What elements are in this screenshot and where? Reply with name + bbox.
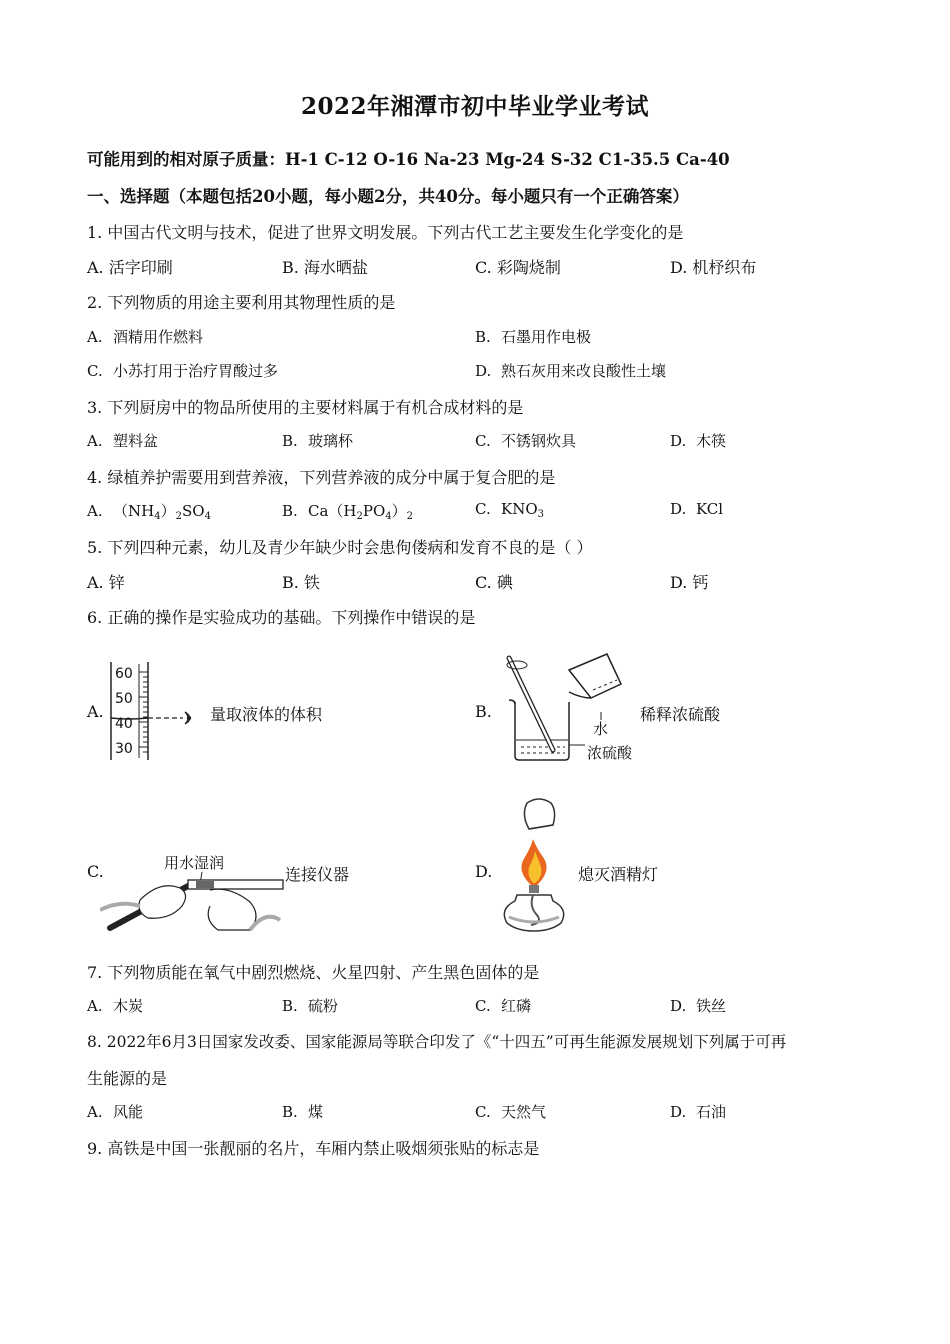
option-text: 石油	[696, 1103, 727, 1121]
option-key: B.	[282, 502, 298, 520]
option-key: C.	[475, 997, 491, 1015]
option-key: A.	[87, 502, 103, 520]
q5-option-a[interactable]: A. 锌	[87, 573, 125, 592]
q6-option-b-caption: 稀释浓硫酸	[640, 705, 721, 724]
option-text: 红磷	[501, 997, 532, 1015]
exam-title: 2022年湘潭市初中毕业学业考试	[300, 93, 649, 120]
q7-option-c[interactable]	[475, 995, 531, 1016]
q6-option-a-caption: 量取液体的体积	[210, 705, 323, 724]
atomic-masses: 可能用到的相对原子质量：H-1 C-12 O-16 Na-23 Mg-24 S-32 C1-35.5 Ca-40	[87, 150, 730, 169]
q6-option-c-key[interactable]: C.	[87, 862, 104, 881]
q4-option-c[interactable]	[475, 500, 544, 520]
question-7-stem: 7. 下列物质能在氧气中剧烈燃烧、火星四射、产生黑色固体的是	[87, 963, 540, 982]
option-key: D.	[670, 500, 687, 518]
option-key: D.	[670, 432, 687, 450]
water-label: 水	[593, 720, 609, 738]
option-key: A.	[87, 432, 103, 450]
q4-option-d[interactable]	[670, 500, 723, 518]
q1-option-c[interactable]: C. 彩陶烧制	[475, 258, 561, 277]
q3-option-c[interactable]	[475, 430, 576, 451]
question-1-stem: 1. 中国古代文明与技术，促进了世界文明发展。下列古代工艺主要发生化学变化的是	[87, 223, 684, 242]
option-key: B.	[475, 328, 491, 346]
option-key: C.	[475, 1103, 491, 1121]
q2-option-a[interactable]	[87, 326, 203, 347]
tick-label: 40	[115, 716, 133, 732]
q2-option-b[interactable]	[475, 326, 591, 347]
graduated-cylinder-figure	[105, 660, 215, 765]
q4-option-b[interactable]	[282, 500, 413, 522]
option-key: C.	[87, 362, 103, 380]
tick-label: 60	[115, 666, 133, 682]
formula: $KNO_3$	[501, 500, 545, 520]
option-key: B.	[282, 1103, 298, 1121]
q7-option-a[interactable]	[87, 995, 143, 1016]
q2-option-c[interactable]	[87, 360, 278, 381]
q8-option-c[interactable]	[475, 1101, 546, 1122]
option-text: 木炭	[113, 997, 144, 1015]
question-8-stem-line-2: 生能源的是	[87, 1069, 168, 1088]
option-text: 小苏打用于治疗胃酸过多	[113, 362, 279, 380]
q3-option-d[interactable]	[670, 430, 726, 451]
option-text: 木筷	[696, 432, 727, 450]
section-heading: 一、选择题（本题包括20小题，每小题2分，共40分。每小题只有一个正确答案）	[87, 187, 689, 206]
option-key: C.	[475, 432, 491, 450]
option-key: B.	[282, 997, 298, 1015]
option-key: C.	[475, 500, 491, 518]
q4-option-a[interactable]	[87, 500, 211, 522]
option-text: 不锈钢炊具	[501, 432, 577, 450]
option-text: 塑料盆	[113, 432, 159, 450]
question-8-stem-line-1: 8. 2022年6月3日国家发改委、国家能源局等联合印发了《“十四五”可再生能源发展规划下列属于可再	[87, 1033, 787, 1051]
q1-option-b[interactable]: B. 海水晒盐	[282, 258, 368, 277]
q2-option-d[interactable]	[475, 360, 666, 381]
question-2-stem: 2. 下列物质的用途主要利用其物理性质的是	[87, 293, 396, 312]
formula: $(NH_4)_2SO_4$	[113, 502, 211, 522]
q5-option-c[interactable]: C. 碘	[475, 573, 513, 592]
option-text: 硫粉	[308, 997, 339, 1015]
option-text: 酒精用作燃料	[113, 328, 204, 346]
q8-option-b[interactable]	[282, 1101, 323, 1122]
option-key: D.	[475, 362, 492, 380]
tick-label: 50	[115, 691, 133, 707]
question-3-stem: 3. 下列厨房中的物品所使用的主要材料属于有机合成材料的是	[87, 398, 524, 417]
dilution-figure	[495, 650, 640, 765]
question-5-stem: 5. 下列四种元素，幼儿及青少年缺少时会患佝偻病和发育不良的是（ ）	[87, 538, 593, 557]
option-text: 煤	[308, 1103, 324, 1121]
q6-option-b-key[interactable]: B.	[475, 702, 492, 721]
option-key: D.	[670, 1103, 687, 1121]
option-text: 石墨用作电极	[501, 328, 592, 346]
question-6-stem: 6. 正确的操作是实验成功的基础。下列操作中错误的是	[87, 608, 476, 627]
q8-option-d[interactable]	[670, 1101, 726, 1122]
q8-option-a[interactable]	[87, 1101, 143, 1122]
q5-option-b[interactable]: B. 铁	[282, 573, 320, 592]
option-text: 玻璃杯	[308, 432, 354, 450]
question-9-stem: 9. 高铁是中国一张靓丽的名片，车厢内禁止吸烟须张贴的标志是	[87, 1139, 540, 1158]
q3-option-b[interactable]	[282, 430, 353, 451]
formula: $Ca(H_2PO_4)_2$	[308, 502, 414, 522]
option-key: D.	[670, 997, 687, 1015]
acid-label: 浓硫酸	[587, 744, 633, 762]
option-key: A.	[87, 328, 103, 346]
option-key: B.	[282, 432, 298, 450]
q7-option-b[interactable]	[282, 995, 338, 1016]
formula: KCl	[696, 500, 724, 518]
connect-apparatus-figure	[100, 850, 285, 935]
q1-option-a[interactable]: A. 活字印刷	[87, 258, 173, 277]
wet-label: 用水湿润	[164, 854, 225, 872]
option-key: A.	[87, 997, 103, 1015]
q6-option-d-key[interactable]: D.	[475, 862, 493, 881]
q3-option-a[interactable]	[87, 430, 158, 451]
q6-option-a-key[interactable]: A.	[87, 702, 104, 721]
q1-option-d[interactable]: D. 机杼织布	[670, 258, 757, 277]
option-text: 风能	[113, 1103, 144, 1121]
option-text: 铁丝	[696, 997, 727, 1015]
option-text: 天然气	[501, 1103, 547, 1121]
q6-option-d-caption: 熄灭酒精灯	[578, 865, 659, 884]
q5-option-d[interactable]: D. 钙	[670, 573, 709, 592]
option-key: A.	[87, 1103, 103, 1121]
question-4-stem: 4. 绿植养护需要用到营养液，下列营养液的成分中属于复合肥的是	[87, 468, 556, 487]
tick-label: 30	[115, 741, 133, 757]
q7-option-d[interactable]	[670, 995, 726, 1016]
option-text: 熟石灰用来改良酸性土壤	[501, 362, 667, 380]
q6-option-c-caption: 连接仪器	[285, 865, 350, 884]
alcohol-lamp-figure	[495, 795, 570, 935]
